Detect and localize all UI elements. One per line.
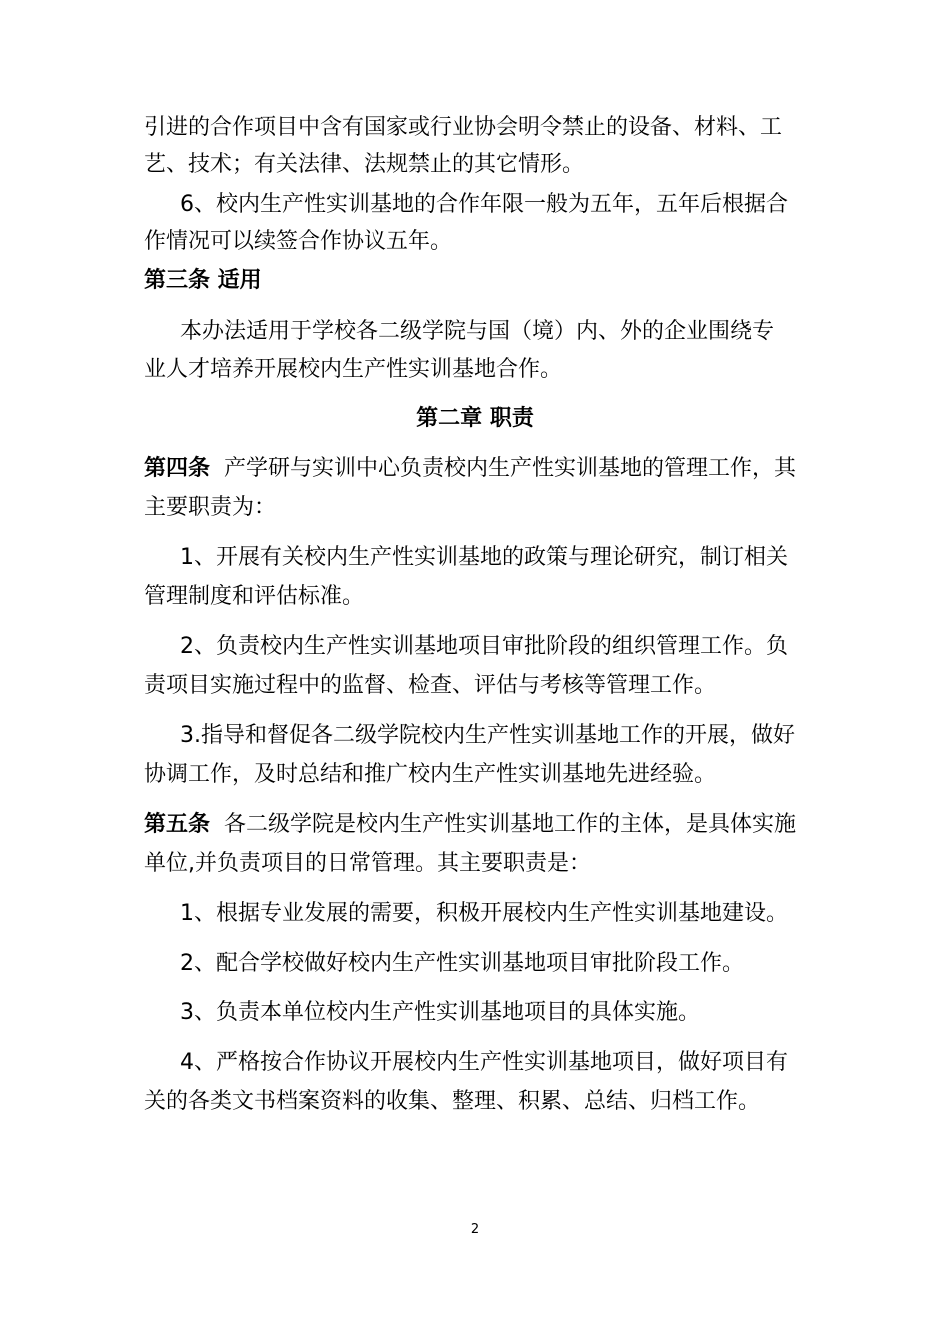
article-paragraph (144, 455, 796, 483)
article-text: 各二级学院是校内生产性实训基地工作的主体，是具体实施 (224, 812, 797, 837)
list-item-line: 3.指导和督促各二级学院校内生产性实训基地工作的开展，做好 (180, 723, 795, 748)
paragraph-line: 引进的合作项目中含有国家或行业协会明令禁止的设备、材料、工 (144, 115, 783, 140)
paragraph-line: 本办法适用于学校各二级学院与国（境）内、外的企业围绕专 (180, 319, 775, 344)
list-item-line: 4、严格按合作协议开展校内生产性实训基地项目，做好项目有 (180, 1050, 788, 1075)
list-item-line: 管理制度和评估标准。 (144, 584, 365, 609)
paragraph-line: 业人才培养开展校内生产性实训基地合作。 (144, 357, 563, 382)
list-item-line: 2、配合学校做好校内生产性实训基地项目审批阶段工作。 (180, 951, 744, 976)
paragraph-line: 艺、技术；有关法律、法规禁止的其它情形。 (144, 152, 585, 177)
list-item-line: 1、根据专业发展的需要，积极开展校内生产性实训基地建设。 (180, 901, 788, 926)
list-item-line: 1、开展有关校内生产性实训基地的政策与理论研究，制订相关 (180, 545, 788, 570)
article-paragraph (144, 811, 796, 839)
paragraph-line: 单位,并负责项目的日常管理。其主要职责是： (144, 851, 591, 876)
article-text: 产学研与实训中心负责校内生产性实训基地的管理工作，其 (224, 456, 797, 481)
list-item-line: 责项目实施过程中的监督、检查、评估与考核等管理工作。 (144, 673, 717, 698)
page-number: 2 (470, 1222, 480, 1237)
list-item-line: 2、负责校内生产性实训基地项目审批阶段的组织管理工作。负 (180, 634, 788, 659)
paragraph-line: 主要职责为： (144, 495, 277, 520)
list-item-line: 关的各类文书档案资料的收集、整理、积累、总结、归档工作。 (144, 1089, 761, 1114)
article-label: 第四条 (144, 456, 211, 481)
paragraph-line: 6、校内生产性实训基地的合作年限一般为五年，五年后根据合 (180, 192, 788, 217)
article-label: 第五条 (144, 812, 211, 837)
chapter-heading: 第二章 职责 (416, 406, 534, 431)
list-item-line: 协调工作，及时总结和推广校内生产性实训基地先进经验。 (144, 762, 717, 787)
article-heading: 第三条 适用 (144, 268, 262, 293)
list-item-line: 3、负责本单位校内生产性实训基地项目的具体实施。 (180, 1000, 700, 1025)
paragraph-line: 作情况可以续签合作协议五年。 (144, 229, 453, 254)
